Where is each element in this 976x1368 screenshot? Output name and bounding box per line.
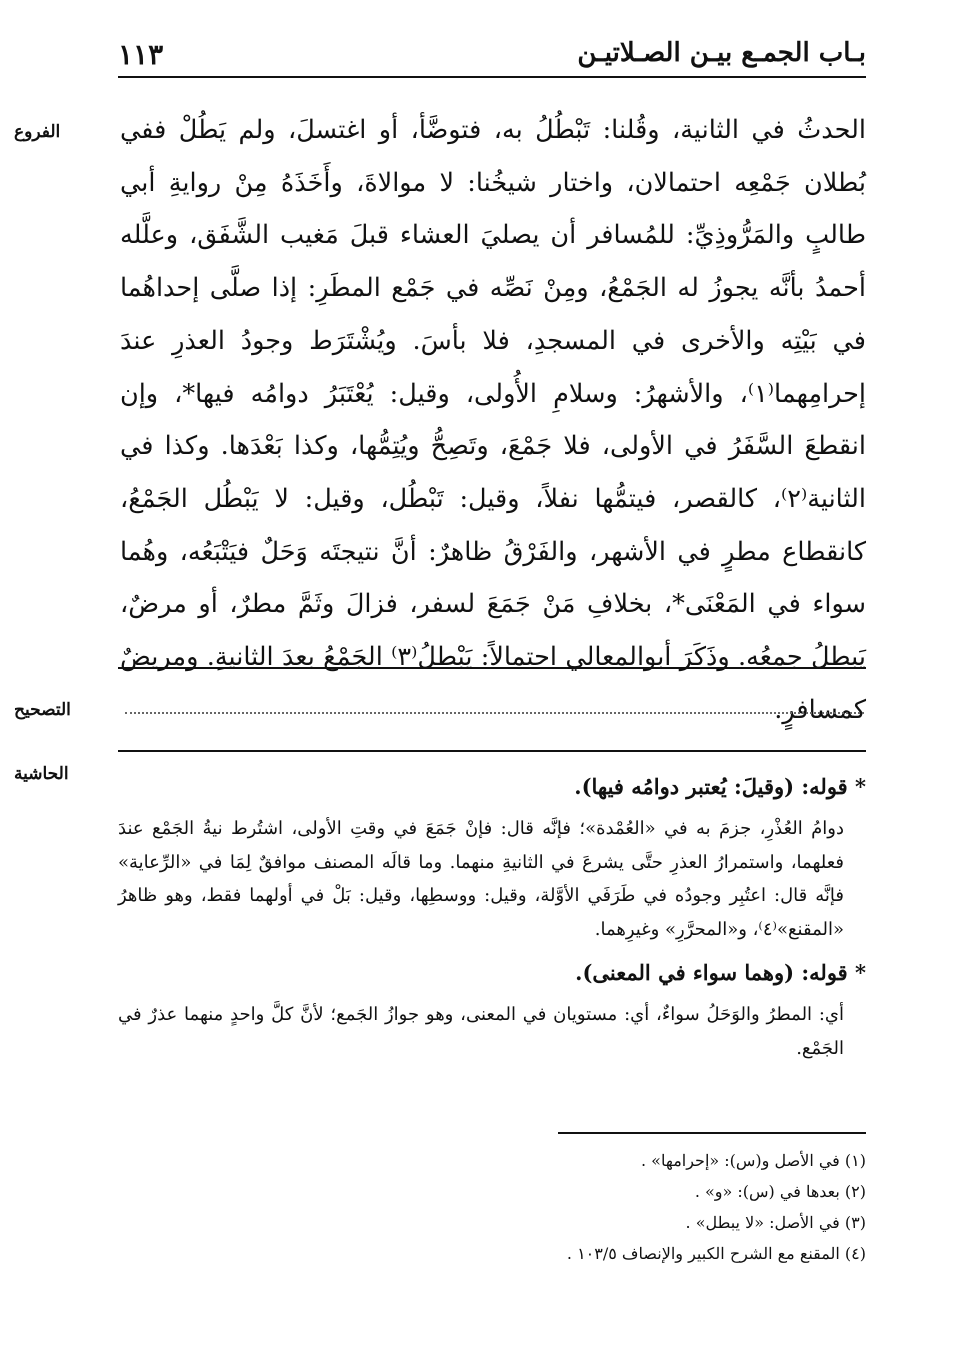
main-paragraph — [120, 104, 866, 736]
side-label-tashih: التصحيح — [14, 700, 71, 720]
side-label-hashiya: الحاشية — [14, 764, 69, 784]
qawl-quote-1: (وقيلَ: يُعتبر دوامُه فيها). — [574, 774, 795, 799]
page-number: ١١٣ — [118, 38, 164, 71]
footnote-divider — [558, 1132, 866, 1134]
hashiya-block — [118, 770, 866, 1075]
qawl-prefix-2: * قوله: — [801, 960, 866, 985]
main-text-block — [120, 104, 866, 736]
footnote-1: (١) في الأصل و(س): «إحرامها» . — [641, 1151, 866, 1170]
main-text-lead: الحدثُ في الثانية، وقُلنا: تَبْطُلُ به، فتوضَّأ، أو اغتسلَ، ولم يَطُلْ — [166, 115, 866, 145]
qawl-quote-2: (وهما سواء في المعنى). — [575, 960, 795, 985]
qawl-prefix-1: * قوله: — [801, 774, 866, 799]
footnote-4: (٤) المقنع مع الشرح الكبير والإنصاف ١٠٣/٥ . — [566, 1244, 866, 1263]
hashiya-heading-1 — [118, 770, 866, 804]
footnote-3: (٣) في الأصل: «لا يبطل» . — [685, 1213, 866, 1232]
hashiya-heading-2 — [118, 956, 866, 990]
hashiya-text-1: دوامُ العُذْرِ، جزمَ به في «العُمْدة»؛ فإنَّه قال: فإنْ جَمَعَ في وقتِ الأولى، اشتُرط نيةُ الجَمْع عندَ فعلهما، واستمرارُ العذرِ حتَّى يشرعَ في الثانيةِ منهما. وما قالَه المصنف موافقٌ لِمَا في «الرِّعاية» فإنَّه قال: اعتُبِر وجودُه في طَرَفَي الأوَّلة، وقيل: ووسطِها، وقيل: بَلْ في أولهما فقط، وهو ظاهرُ «المقنع»⁽٤⁾، و«المحرَّرِ» وغيرِهما. — [118, 818, 844, 940]
tashih-dotted-line — [125, 712, 864, 714]
main-text-body: ففي بُطلان جَمْعِه احتمالان، واختار شيخُنا: لا موالاةَ، وأَخَذَهُ مِنْ روايةِ أبي طالبٍ والمَرُّوذِيِّ: للمُسافر أن يصليَ العشاء قبلَ مَغيب الشَّفَق، وعلَّله أحمدُ بأنَّه يجوزُ له الجَمْعُ، ومِنْ نَصِّه في جَمْع المطَرِ: إذا صلَّى إحداهُما في بَيْتِه والأخرى في المسجدِ، فلا بأسَ. ويُشْتَرَط وجودُ العذرِ عندَ إحرامِهما⁽١⁾، والأشهرُ: وسلامِ الأُولى، وقيل: يُعْتَبَرُ دوامُه فيها*، وإن انقطعَ السَّفَرُ في الأولى، فلا جَمْعَ، وتَصِحُّ ويُتِمُّها، وكذا بَعْدَها. وكذا في الثانية⁽٢⁾، كالقصر، فيتمُّها نفلاً، وقيل: تَبْطُل، وقيل: لا يَبْطُل الجَمْعُ، كانقطاع مطرٍ في الأشهر، والفَرْقُ ظاهرٌ: أنَّ نتيجتَه وَحَلٌ فيَتْبَعُه، وهُما سواء في المَعْنَى*، بخلافِ مَنْ جَمَعَ لسفر، فزالَ وثَمَّ مطرٌ، أو مرضٌ، يَبطلُ جمعُه. وذَكَرَ أبوالمعالي احتمالاً: يَبْطلُ⁽٣⁾ الجَمْعُ بعدَ الثانيةِ. ومريضٌ كمسافرٍ. — [120, 115, 866, 725]
footnote-2: (٢) بعدها في (س): «و» . — [694, 1182, 866, 1201]
side-label-furu: الفروع — [14, 122, 61, 142]
page-header — [118, 36, 866, 78]
section-divider-hashiya — [118, 750, 866, 752]
section-divider-top — [118, 667, 866, 669]
hashiya-text-2: أي: المطرُ والوَحَلُ سواءٌ، أي: مستويان في المعنى، وهو جوازُ الجَمع؛ لأنَّ كلَّ واحدٍ منهما عذرٌ في الجَمْع. — [118, 1004, 844, 1059]
chapter-title: بـاب الجمـع بيـن الصـلاتيـن — [577, 38, 866, 68]
footnotes — [118, 1145, 866, 1269]
